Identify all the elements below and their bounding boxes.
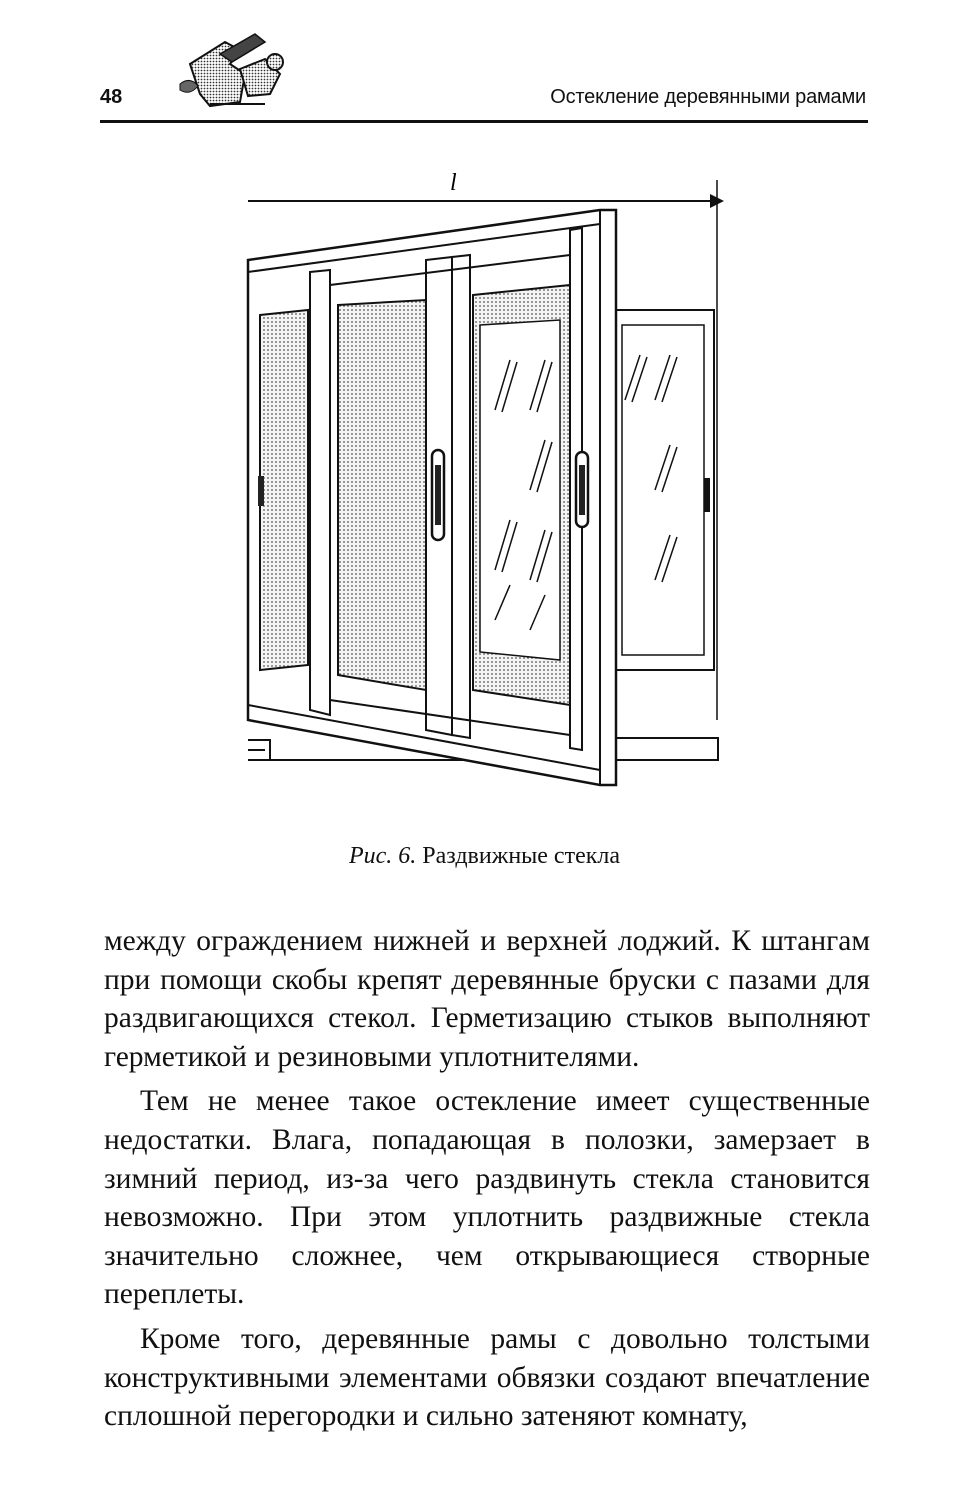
page-number: 48 bbox=[100, 86, 123, 108]
paragraph: Тем не менее такое остекление имеет существенные недостатки. Влага, попадающая в полозки, замерзает в зимний период, из-за чего раздвинуть стекла становится невозможно. При этом уплотнить раздвижные стекла значительно сложнее, чем открывающиеся створные переплеты. bbox=[104, 1085, 870, 1311]
header-rule bbox=[100, 120, 868, 123]
paragraph: между ограждением нижней и верхней лоджий. К штангам при помощи скобы крепят деревянные бруски с пазами для раздвигающихся стекол. Герметизацию стыков выполняют герметикой и резиновыми уплотнителями. bbox=[104, 925, 870, 1073]
sliding-window-illustration bbox=[230, 160, 740, 800]
running-title: Остекление деревянными рамами bbox=[550, 86, 866, 108]
figure-caption-label: Рис. 6. bbox=[348, 843, 417, 869]
dimension-label: l bbox=[450, 170, 457, 196]
header-ornament-illustration bbox=[170, 24, 370, 124]
figure-caption bbox=[0, 843, 969, 870]
figure-caption-text: Раздвижные стекла bbox=[416, 843, 621, 869]
body-text bbox=[104, 922, 870, 1442]
page-header bbox=[100, 76, 868, 124]
paragraph: Кроме того, деревянные рамы с довольно толстыми конструктивными элементами обвязки создают впечатление сплошной перегородки и сильно затеняют комнату, bbox=[104, 1322, 870, 1433]
